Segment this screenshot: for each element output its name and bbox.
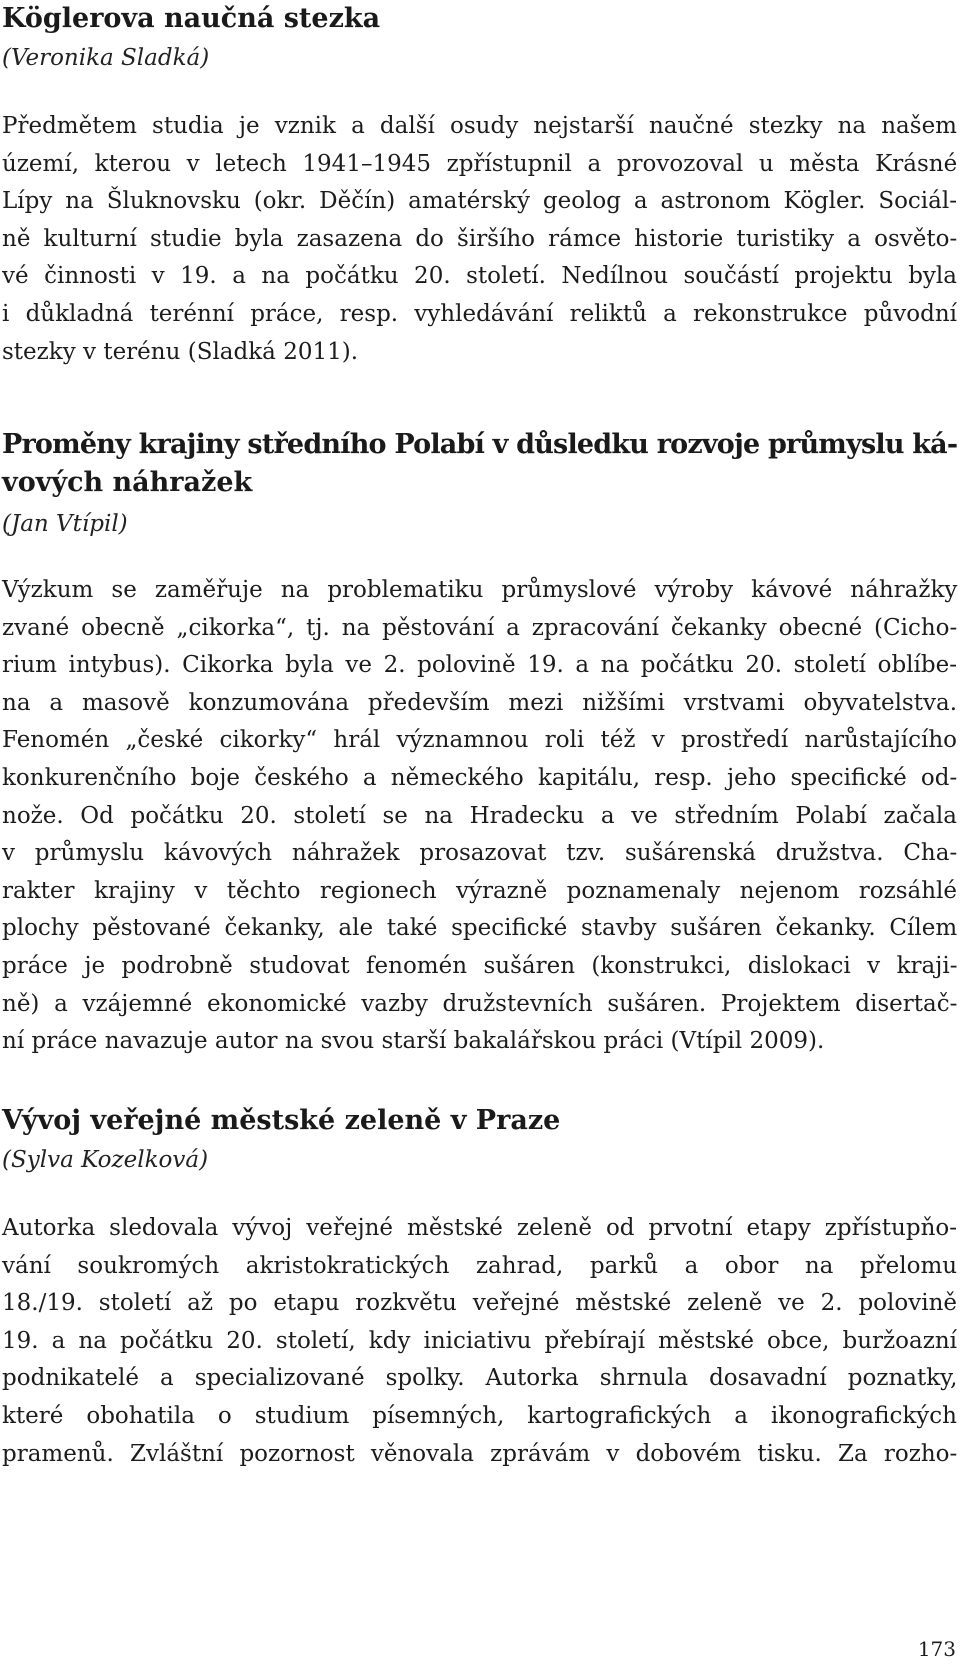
title-line: Proměny krajiny středního Polabí v důsledku rozvoje průmyslu ká- — [2, 429, 958, 460]
body-line: podnikatelé a specializované spolky. Autorka shrnula dosavadní poznatky, — [2, 1365, 958, 1392]
body-line: i důkladná terénní práce, resp. vyhledávání reliktů a rekonstrukce původní — [2, 300, 957, 327]
section-body — [2, 1210, 957, 1473]
body-line: stezky v terénu (Sladká 2011). — [2, 338, 359, 365]
body-line: které obohatila o studium písemných, kartografických a ikonografických — [2, 1402, 957, 1429]
body-line: ně kulturní studie byla zasazena do širšího rámce historie turistiky a osvěto- — [2, 225, 958, 252]
body-line: Fenomén „české cikorky“ hrál významnou roli též v prostředí narůstajícího — [2, 727, 957, 754]
body-line: ně) a vzájemné ekonomické vazby družstevních sušáren. Projektem disertač- — [2, 990, 958, 1017]
body-line: na a masově konzumována především mezi nižšími vrstvami obyvatelstva. — [2, 689, 957, 716]
body-line: plochy pěstované čekanky, ale také specifické stavby sušáren čekanky. Cílem — [2, 915, 958, 942]
body-line: Autorka sledovala vývoj veřejné městské zeleně od prvotní etapy zpřístupňo- — [2, 1215, 957, 1241]
body-line: konkurenčního boje českého a německého kapitálu, resp. jeho specifické od- — [2, 764, 958, 791]
title-line: vových náhražek — [2, 467, 253, 498]
body-line: Předmětem studia je vznik a další osudy nejstarší naučné stezky na našem — [2, 113, 957, 139]
body-line: vání soukromých akristokratických zahrad, parků a obor na přelomu — [2, 1252, 958, 1279]
body-line: práce je podrobně studovat fenomén sušáren (konstrukci, dislokaci v kraji- — [2, 952, 958, 979]
section-body — [2, 572, 957, 1061]
section-title: Köglerova naučná stezka — [2, 3, 381, 34]
body-line: Lípy na Šluknovsku (okr. Děčín) amatérský geolog a astronom Kögler. Sociál- — [2, 188, 957, 215]
body-line: pramenů. Zvláštní pozornost věnovala zprávám v dobovém tisku. Za rozho- — [2, 1440, 958, 1467]
body-line: Výzkum se zaměřuje na problematiku průmyslové výroby kávové náhražky — [2, 577, 958, 603]
body-line: 19. a na počátku 20. století, kdy iniciativu přebírají městské obce, buržoazní — [2, 1327, 957, 1354]
section-praha — [2, 1102, 957, 1473]
body-line: zvané obecně „cikorka“, tj. na pěstování a zpracování čekanky obecné (Cicho- — [2, 614, 958, 641]
section-author: (Sylva Kozelková) — [2, 1147, 209, 1173]
body-line: území, kterou v letech 1941–1945 zpřístupnil a provozoval u města Krásné — [2, 150, 958, 177]
section-title — [2, 426, 957, 502]
section-author: (Jan Vtípil) — [2, 511, 128, 537]
body-line: 18./19. století až po etapu rozkvětu veřejné městské zeleně ve 2. polovině — [2, 1290, 957, 1317]
section-kogler — [2, 0, 957, 371]
section-body — [2, 108, 957, 371]
page-number: 173 — [917, 1637, 956, 1661]
body-line: vé činnosti v 19. a na počátku 20. století. Nedílnou součástí projektu byla — [2, 263, 957, 290]
section-title: Vývoj veřejné městské zeleně v Praze — [2, 1105, 561, 1136]
body-line: rakter krajiny v těchto regionech výrazně poznamenaly nejenom rozsáhlé — [2, 877, 957, 904]
body-line: ní práce navazuje autor na svou starší bakalářskou práci (Vtípil 2009). — [2, 1028, 825, 1055]
section-polabi — [2, 426, 957, 1061]
section-author: (Veronika Sladká) — [2, 45, 210, 71]
body-line: rium intybus). Cikorka byla ve 2. polovině 19. a na počátku 20. století oblíbe- — [2, 652, 957, 679]
body-line: nože. Od počátku 20. století se na Hradecku a ve středním Polabí začala — [2, 802, 957, 829]
body-line: v průmyslu kávových náhražek prosazovat tzv. sušárenská družstva. Cha- — [2, 840, 958, 867]
